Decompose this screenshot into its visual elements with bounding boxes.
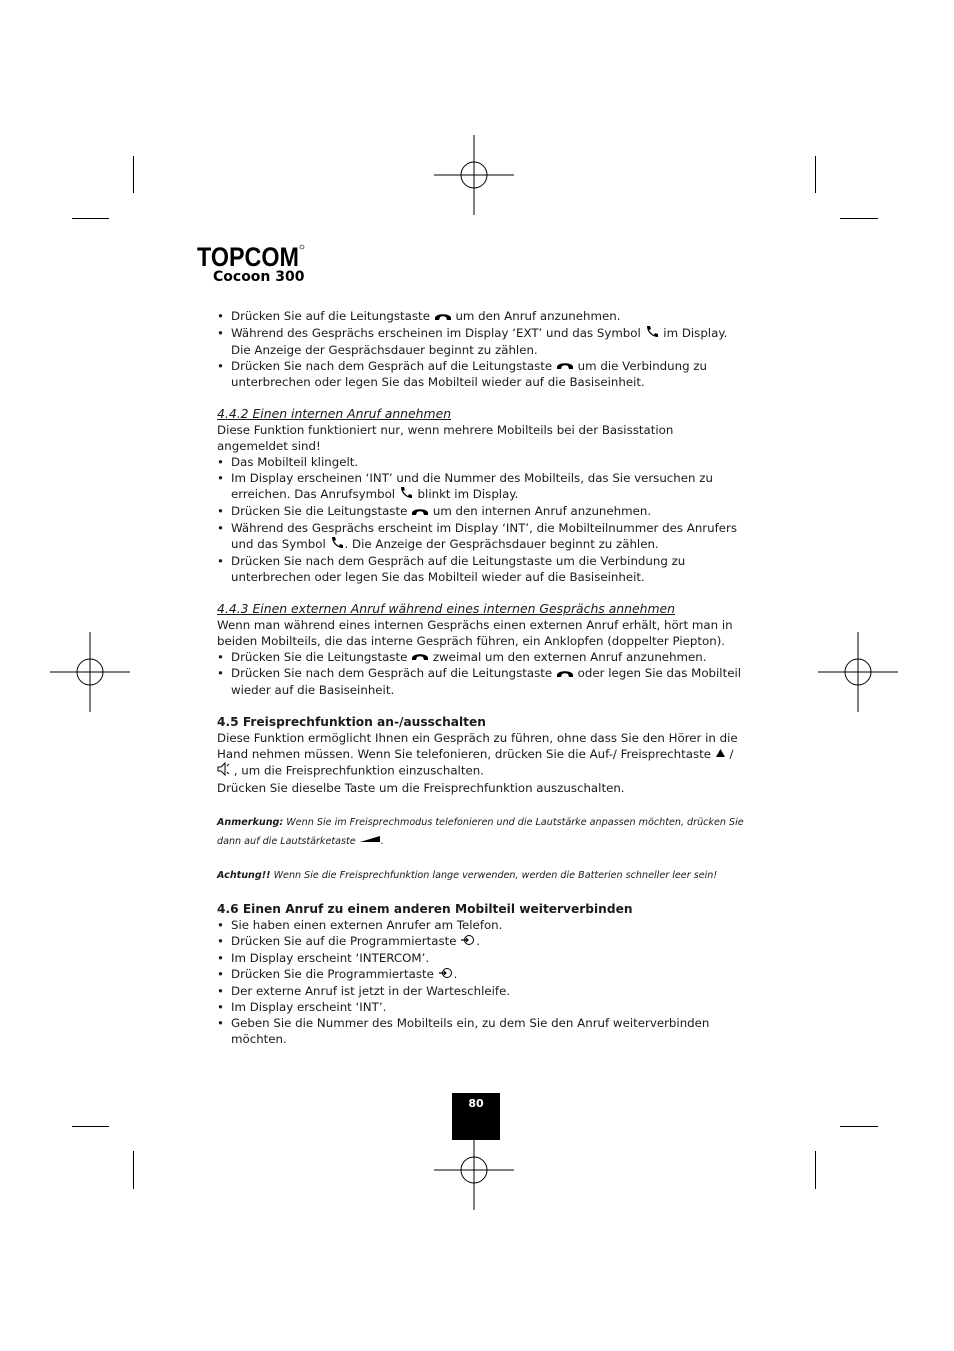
note	[217, 814, 745, 851]
list-item: • Drücken Sie die Leitungstaste um den internen Anruf anzunehmen.	[217, 503, 745, 520]
registration-mark	[818, 632, 898, 712]
crop-mark	[72, 218, 109, 219]
list-item: • Im Display erscheinen ‘INT’ und die Nummer des Mobilteils, das Sie versuchen zu erreichen. Das Anrufsymbol blinkt im Display.	[217, 470, 745, 503]
line-key-icon	[411, 649, 429, 665]
crop-mark	[840, 218, 878, 219]
registration-mark	[434, 1130, 514, 1210]
list-item: • Geben Sie die Nummer des Mobilteils ein, zu dem Sie den Anruf weiterverbinden möchten.	[217, 1015, 745, 1047]
intro-list	[217, 308, 745, 390]
section-title: 4.4.2 Einen internen Anruf annehmen	[217, 406, 452, 421]
section-list	[217, 454, 745, 585]
list-item: • Drücken Sie nach dem Gespräch auf die Leitungstaste um die Verbindung zu unterbrechen oder legen Sie das Mobilteil wieder auf die Basiseinheit.	[217, 553, 745, 585]
crop-mark	[815, 1151, 816, 1189]
warning-text: Wenn Sie die Freisprechfunktion lange verwenden, werden die Batterien schneller leer sein!	[270, 870, 718, 881]
warning-label: Achtung!!	[217, 870, 271, 881]
up-arrow-icon	[715, 746, 726, 762]
list-item: • Sie haben einen externen Anrufer am Telefon.	[217, 917, 745, 933]
note-text: Wenn Sie im Freisprechmodus telefonieren und die Lautstärke anpassen möchten, drücken Sie dann auf die Lautstärketaste .	[217, 817, 744, 847]
note-label: Anmerkung:	[217, 817, 284, 828]
program-key-icon	[438, 966, 454, 983]
section-paragraph: Drücken Sie dieselbe Taste um die Freisprechfunktion auszuschalten.	[217, 781, 625, 795]
line-key-icon	[556, 358, 574, 374]
section-title: 4.4.3 Einen externen Anruf während eines internen Gesprächs annehmen	[217, 600, 676, 616]
speaker-icon	[217, 762, 230, 780]
crop-mark	[815, 156, 816, 193]
line-key-icon	[556, 666, 574, 682]
crop-mark	[133, 1151, 134, 1189]
crop-mark	[840, 1126, 878, 1127]
section-list	[217, 649, 745, 698]
registration-mark	[434, 135, 514, 215]
list-item: • Das Mobilteil klingelt.	[217, 454, 745, 470]
crop-mark	[133, 156, 134, 193]
model-name: Cocoon 300	[213, 269, 305, 285]
list-item: • Der externe Anruf ist jetzt in der Warteschleife.	[217, 983, 745, 999]
phone-handset-icon	[330, 536, 345, 553]
list-item: • Drücken Sie die Programmiertaste .	[217, 966, 745, 983]
list-item: • Drücken Sie die Leitungstaste zweimal um den externen Anruf anzunehmen.	[217, 649, 745, 666]
section-list	[217, 917, 745, 1047]
section-intro: Wenn man während eines internen Gesprächs einen externen Anruf erhält, hört man in beiden Mobilteils, die das interne Gespräch führen, ein Anklopfen (doppelter Piepton).	[217, 617, 733, 648]
line-key-icon	[434, 309, 452, 325]
list-item: • Während des Gesprächs erscheinen im Display ‘EXT’ und das Symbol im Display. Die Anzeige der Gesprächsdauer beginnt zu zählen.	[217, 325, 745, 358]
brand-name: TOPCOM	[197, 242, 299, 270]
section-title: 4.6 Einen Anruf zu einem anderen Mobilteil weiterverbinden	[217, 902, 633, 916]
list-item: • Im Display erscheint ‘INTERCOM’.	[217, 950, 745, 966]
volume-icon	[359, 832, 381, 850]
program-key-icon	[460, 933, 476, 950]
list-item: • Drücken Sie nach dem Gespräch auf die Leitungstaste um die Verbindung zu unterbrechen oder legen Sie das Mobilteil wieder auf die Basiseinheit.	[217, 358, 745, 391]
list-item: • Drücken Sie nach dem Gespräch auf die Leitungstaste oder legen Sie das Mobilteil wieder auf die Basiseinheit.	[217, 665, 745, 698]
list-item: • Während des Gesprächs erscheint im Display ‘INT’, die Mobilteilnummer des Anrufers und das Symbol . Die Anzeige der Gesprächsdauer beginnt zu zählen.	[217, 520, 745, 553]
list-item: • Drücken Sie auf die Programmiertaste .	[217, 933, 745, 950]
topcom-logo	[197, 242, 305, 270]
list-item: • Drücken Sie auf die Leitungstaste um den Anruf anzunehmen.	[217, 308, 745, 325]
section-title: 4.5 Freisprechfunktion an-/ausschalten	[217, 714, 486, 729]
list-item: • Im Display erscheint ‘INT’.	[217, 999, 745, 1015]
page-content	[217, 308, 745, 1047]
registration-mark	[50, 632, 130, 712]
phone-handset-icon	[399, 486, 414, 503]
line-key-icon	[411, 504, 429, 520]
warning	[217, 867, 745, 885]
phone-handset-icon	[645, 325, 660, 342]
page-number: 80	[452, 1093, 500, 1140]
section-paragraph: Diese Funktion ermöglicht Ihnen ein Gespräch zu führen, ohne dass Sie den Hörer in die Hand nehmen müssen. Wenn Sie telefonieren, drücken Sie die Auf-/ Freisprechtaste / , um die Freisprechfunktion einzuschalten.	[217, 730, 745, 781]
section-intro: Diese Funktion funktioniert nur, wenn mehrere Mobilteils bei der Basisstation angemeldet sind!	[217, 423, 674, 453]
crop-mark	[72, 1126, 109, 1127]
